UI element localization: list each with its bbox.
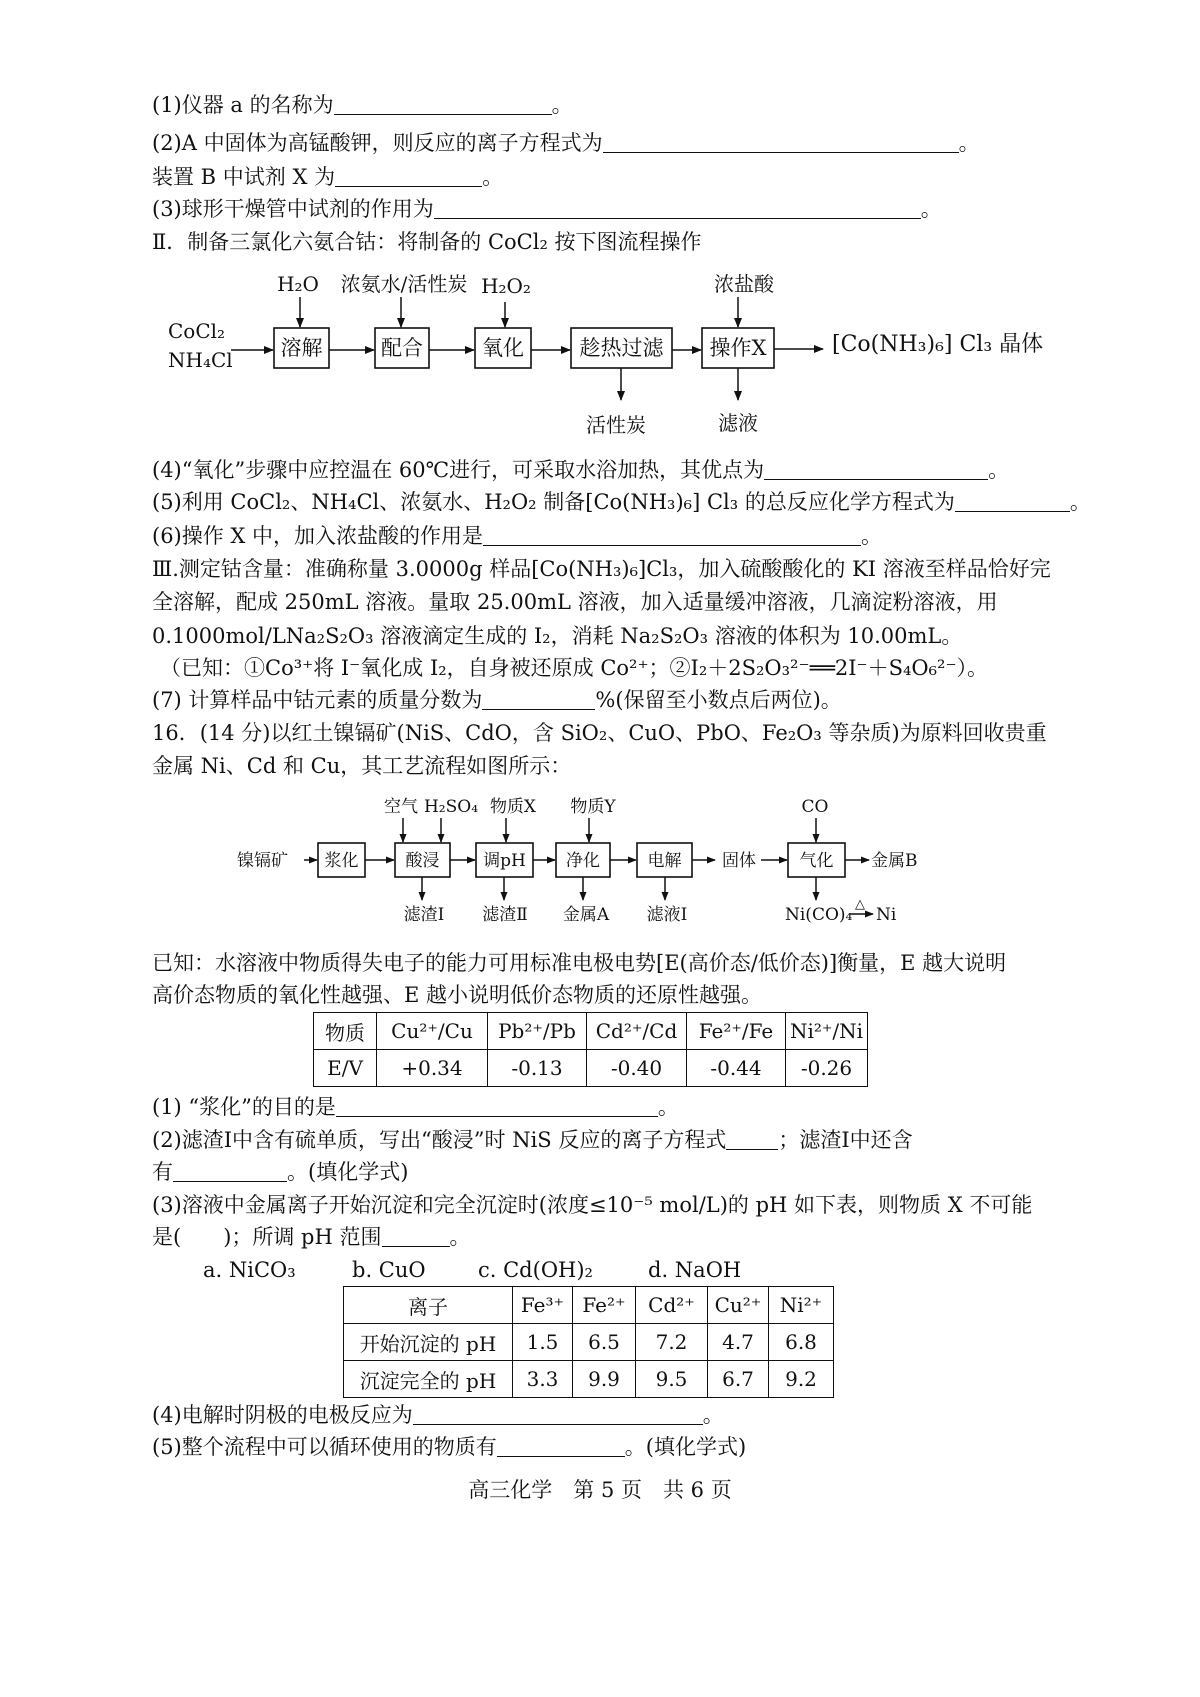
part3-paragraph-line: Ⅲ.测定钴含量：准确称量 3.0000g 样品[Co(NH₃)₆]Cl₃，加入硫酸酸化的 KI 溶液至样品恰好完 <box>152 557 1051 581</box>
flow-step-dissolve: 溶解 <box>280 336 323 360</box>
table-cell: Cd²⁺/Cd <box>587 1013 687 1050</box>
flow-step-gasify: 气化 <box>799 851 834 871</box>
option-a: a. NiCO₃ <box>203 1258 296 1282</box>
answer-blank <box>764 459 988 480</box>
question-end: 。 <box>1069 490 1091 514</box>
part1-q1-line <box>152 91 573 119</box>
question-text: (6)操作 X 中，加入浓盐酸的作用是 <box>152 524 484 548</box>
table-cell: 9.2 <box>769 1361 834 1398</box>
question-end: 。 <box>920 197 942 221</box>
flow-step-purify: 净化 <box>566 851 600 871</box>
question-text: (2)滤渣Ⅰ中含有硫单质，写出“酸浸”时 NiS 反应的离子方程式 <box>152 1128 727 1152</box>
part1-q2-reagent-line <box>152 163 503 191</box>
question-text: (2)A 中固体为高锰酸钾，则反应的离子方程式为 <box>152 131 603 155</box>
flow-reagent-co: CO <box>801 797 829 817</box>
flow-output-nickel: Ni <box>876 905 897 925</box>
table-row <box>344 1324 834 1361</box>
question-end: 。(填化学式) <box>624 1435 747 1459</box>
question16-q4-line <box>152 1401 724 1429</box>
table-cell: -0.13 <box>488 1050 587 1087</box>
table-cell: Ni²⁺/Ni <box>786 1013 868 1050</box>
answer-blank <box>413 1404 703 1425</box>
question-text: (4)“氧化”步骤中应控温在 60℃进行，可采取水浴加热，其优点为 <box>152 458 765 482</box>
flow-input-cocl2: CoCl₂ <box>168 319 226 343</box>
table-cell: 9.9 <box>573 1361 636 1398</box>
option-b: b. CuO <box>352 1258 426 1282</box>
question16-q3-line: (3)溶液中金属离子开始沉淀和完全沉淀时(浓度≤10⁻⁵ mol/L)的 pH 如下表，则物质 X 不可能 <box>152 1193 1033 1217</box>
answer-blank <box>336 1096 658 1117</box>
question-end: 。 <box>551 93 573 117</box>
part1-q2-line <box>152 129 980 157</box>
question-text: 装置 B 中试剂 X 为 <box>152 165 336 189</box>
flow-output-residue-2: 滤渣Ⅱ <box>482 905 528 925</box>
flow-reagent-h2o2: H₂O₂ <box>481 274 531 298</box>
question-text: (5)利用 CoCl₂、NH₄Cl、浓氨水、H₂O₂ 制备[Co(NH₃)₆] Cl₃ 的总反应化学方程式为 <box>152 490 955 514</box>
flow-step-oxidize: 氧化 <box>482 336 524 360</box>
table-row <box>314 1050 868 1087</box>
table-cell: -0.26 <box>786 1050 868 1087</box>
answer-blank <box>335 166 482 187</box>
table-cell: -0.44 <box>687 1050 786 1087</box>
flow-step-operation-x: 操作X <box>709 336 767 360</box>
part3-known-note: （已知：①Co³⁺将 I⁻氧化成 I₂，自身被还原成 Co²⁺；②I₂＋2S₂O₃²⁻══2I⁻＋S₄O₆²⁻）。 <box>160 656 989 680</box>
question-text: 有 <box>152 1160 173 1184</box>
question16-intro-line: 金属 Ni、Cd 和 Cu，其工艺流程如图所示： <box>152 754 572 778</box>
question-end: 。 <box>988 458 1010 482</box>
table-cell: 3.3 <box>513 1361 573 1398</box>
question-end: 。 <box>702 1403 724 1427</box>
question-text: (7) 计算样品中钴元素的质量分数为 <box>152 688 483 712</box>
question16-q2-line-2 <box>152 1158 408 1186</box>
question-text: (4)电解时阴极的电极反应为 <box>152 1403 413 1427</box>
table-cell: Cu²⁺/Cu <box>377 1013 488 1050</box>
flow-product-metal-b: 金属B <box>871 851 918 871</box>
table-cell: 开始沉淀的 pH <box>344 1324 513 1361</box>
option-c: c. Cd(OH)₂ <box>478 1258 593 1282</box>
question16-q5-line <box>152 1433 746 1461</box>
table-cell: 1.5 <box>513 1324 573 1361</box>
part2-q5-line <box>152 488 1091 516</box>
table-cell: +0.34 <box>377 1050 488 1087</box>
table-cell: Fe²⁺/Fe <box>687 1013 786 1050</box>
flow-reagent-sulfuric-acid: H₂SO₄ <box>423 797 479 817</box>
answer-blank <box>334 94 552 115</box>
table-row <box>344 1361 834 1398</box>
table-cell: -0.40 <box>587 1050 687 1087</box>
answer-blank <box>482 689 595 710</box>
table-header-row <box>344 1287 834 1324</box>
flow-reagent-substance-x: 物质X <box>489 797 537 817</box>
table-cell: 4.7 <box>708 1324 769 1361</box>
flow-output-residue-1: 滤渣Ⅰ <box>403 905 445 925</box>
flow-output-activated-carbon: 活性炭 <box>586 413 646 437</box>
question-end: 。 <box>657 1095 679 1119</box>
flow-step-acid-leach: 酸浸 <box>405 851 440 871</box>
part2-heading: Ⅱ．制备三氯化六氨合钴：将制备的 CoCl₂ 按下图流程操作 <box>152 230 702 254</box>
part2-q4-line <box>152 456 1009 484</box>
part3-paragraph-line: 全溶解，配成 250mL 溶液。量取 25.00mL 溶液，加入适量缓冲溶液，几滴淀粉溶液，用 <box>152 590 998 614</box>
question-end: 。(填化学式) <box>287 1160 409 1184</box>
table-cell: Fe²⁺ <box>573 1287 636 1324</box>
question-text: (1)仪器 a 的名称为 <box>152 93 334 117</box>
flow-reagent-ammonia-carbon: 浓氨水/活性炭 <box>340 272 468 296</box>
flow-reagent-air: 空气 <box>384 797 418 817</box>
question-end: 。 <box>449 1225 471 1249</box>
answer-blank <box>497 1436 625 1457</box>
question-text: 是( )；所调 pH 范围 <box>152 1225 382 1249</box>
page-footer: 高三化学 第 5 页 共 6 页 <box>468 1478 732 1502</box>
heat-symbol: △ <box>855 897 865 912</box>
flow-product: [Co(NH₃)₆] Cl₃ 晶体 <box>832 332 1044 357</box>
flow-step-adjust-ph: 调pH <box>483 851 526 871</box>
electrode-potential-table <box>313 1012 868 1087</box>
flow-input-nh4cl: NH₄Cl <box>168 348 233 372</box>
flow-ore: 镍镉矿 <box>237 851 288 871</box>
table-cell: 6.8 <box>769 1324 834 1361</box>
flow-output-filtrate: 滤液 <box>718 411 758 435</box>
cobalt-complex-flow-diagram <box>0 262 1200 447</box>
answer-blank <box>955 491 1070 512</box>
table-cell: 沉淀完全的 pH <box>344 1361 513 1398</box>
table-cell: 6.7 <box>708 1361 769 1398</box>
flow-reagent-hcl: 浓盐酸 <box>714 272 774 296</box>
answer-blank <box>726 1129 778 1150</box>
flow-output-filtrate-1: 滤液Ⅰ <box>646 905 688 925</box>
table-cell: 9.5 <box>636 1361 708 1398</box>
answer-blank <box>382 1226 450 1247</box>
table-cell: Pb²⁺/Pb <box>488 1013 587 1050</box>
flow-step-complex: 配合 <box>381 336 423 360</box>
part3-paragraph-line: 0.1000mol/LNa₂S₂O₃ 溶液滴定生成的 I₂，消耗 Na₂S₂O₃ 溶液的体积为 10.00mL。 <box>152 624 963 648</box>
question-end: 。 <box>861 524 883 548</box>
question-text: (1) “浆化”的目的是 <box>152 1095 336 1119</box>
question16-q2-line <box>152 1126 913 1154</box>
question16-known-line: 已知：水溶液中物质得失电子的能力可用标准电极电势[E(高价态/低价态)]衡量，E 越大说明 <box>152 951 1007 975</box>
flow-reagent-water: H₂O <box>277 272 319 296</box>
flow-step-hot-filter: 趁热过滤 <box>579 336 664 360</box>
table-cell: Cd²⁺ <box>636 1287 708 1324</box>
question-end: %(保留至小数点后两位)。 <box>595 688 842 712</box>
table-cell: Ni²⁺ <box>769 1287 834 1324</box>
question16-q3-line-2 <box>152 1223 471 1251</box>
answer-blank <box>603 132 959 153</box>
answer-blank <box>434 198 921 219</box>
table-cell: 物质 <box>314 1013 377 1050</box>
part2-q6-line <box>152 522 882 550</box>
table-header-row <box>314 1013 868 1050</box>
table-cell: 6.5 <box>573 1324 636 1361</box>
part1-q3-line <box>152 195 942 223</box>
question16-q1-line <box>152 1093 679 1121</box>
table-cell: Fe³⁺ <box>513 1287 573 1324</box>
question-text-continued: ；滤渣Ⅰ中还含 <box>778 1128 913 1152</box>
answer-blank <box>173 1161 287 1182</box>
option-d: d. NaOH <box>648 1258 742 1282</box>
flow-output-metal-a: 金属A <box>562 905 610 925</box>
flow-step-slurry: 浆化 <box>324 851 359 871</box>
table-cell: E/V <box>314 1050 377 1087</box>
flow-output-nickel-carbonyl: Ni(CO)₄ <box>785 905 853 925</box>
question16-intro-line: 16．(14 分)以红土镍镉矿(NiS、CdO，含 SiO₂、CuO、PbO、Fe₂O₃ 等杂质)为原料回收贵重 <box>152 721 1047 745</box>
question16-known-line: 高价态物质的氧化性越强、E 越小说明低价态物质的还原性越强。 <box>152 983 763 1007</box>
flow-intermediate-solid: 固体 <box>722 851 756 871</box>
nickel-cadmium-flow-diagram <box>0 790 1200 930</box>
precipitation-ph-table <box>343 1286 834 1398</box>
flow-step-electrolysis: 电解 <box>647 851 682 871</box>
table-cell: 7.2 <box>636 1324 708 1361</box>
question-text: (5)整个流程中可以循环使用的物质有 <box>152 1435 497 1459</box>
flow-reagent-substance-y: 物质Y <box>570 797 616 817</box>
question-end: 。 <box>958 131 980 155</box>
table-cell: 离子 <box>344 1287 513 1324</box>
answer-blank <box>483 525 861 546</box>
table-cell: Cu²⁺ <box>708 1287 769 1324</box>
question-end: 。 <box>482 165 504 189</box>
question-text: (3)球形干燥管中试剂的作用为 <box>152 197 434 221</box>
part3-q7-line <box>152 686 842 714</box>
